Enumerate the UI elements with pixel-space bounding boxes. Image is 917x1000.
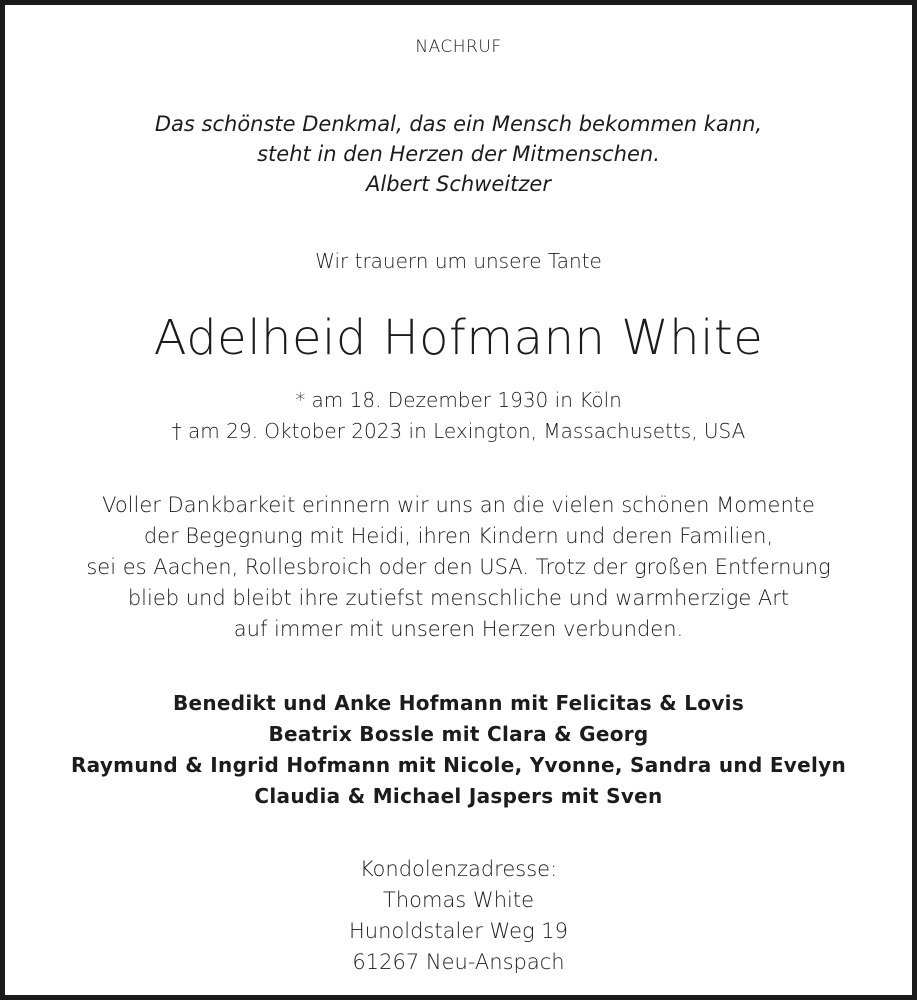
quote-author: Albert Schweitzer [366,172,551,196]
mourner-line-1: Benedikt und Anke Hofmann mit Felicitas & Lovis [172,691,745,715]
condolence-label: Kondolenzadresse: [359,857,558,881]
mourner-line-4: Claudia & Michael Jaspers mit Sven [254,784,663,808]
condolence-street: Hunoldstaler Weg 19 [349,919,568,943]
quote-line-2: steht in den Herzen der Mitmenschen. [257,142,660,166]
intro-text: Wir trauern um unsere Tante [315,249,602,273]
notice-header: NACHRUF [415,37,502,57]
death-date: † am 29. Oktober 2023 in Lexington, Massachusetts, USA [171,419,746,443]
mourner-line-2: Beatrix Bossle mit Clara & Georg [268,722,649,746]
birth-date: * am 18. Dezember 1930 in Köln [295,388,622,412]
message-line-3: sei es Aachen, Rollesbroich oder den USA. Trotz der großen Entfernung [86,555,831,579]
mourner-line-3: Raymund & Ingrid Hofmann mit Nicole, Yvonne, Sandra und Evelyn [70,753,847,777]
message-line-1: Voller Dankbarkeit erinnern wir uns an die vielen schönen Momente [102,493,815,517]
condolence-name: Thomas White [383,888,534,912]
deceased-name: Adelheid Hofmann White [153,310,764,366]
condolence-city: 61267 Neu-Anspach [352,950,565,974]
quote-line-1: Das schönste Denkmal, das ein Mensch bekommen kann, [154,112,763,136]
message-line-2: der Begegnung mit Heidi, ihren Kindern und deren Familien, [143,524,774,548]
message-line-5: auf immer mit unseren Herzen verbunden. [233,617,684,641]
message-line-4: blieb und bleibt ihre zutiefst menschliche und warmherzige Art [127,586,790,610]
